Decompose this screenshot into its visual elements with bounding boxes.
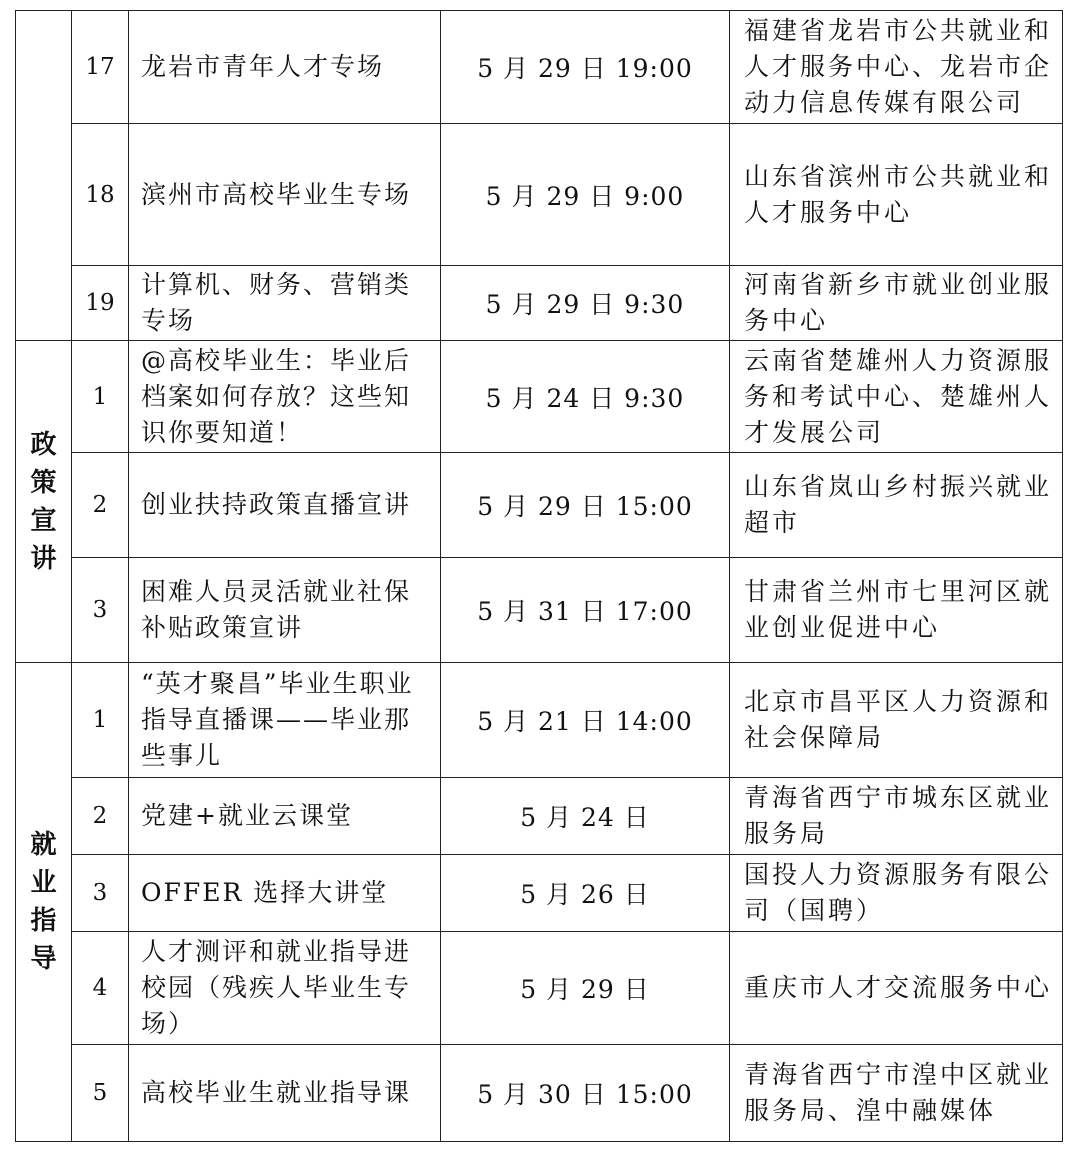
row-number: 5	[72, 1045, 129, 1142]
event-organizer: 重庆市人才交流服务中心	[730, 932, 1063, 1045]
event-name: OFFER 选择大讲堂	[129, 855, 441, 932]
event-name: 人才测评和就业指导进校园（残疾人毕业生专场）	[129, 932, 441, 1045]
event-name: 创业扶持政策直播宣讲	[129, 453, 441, 558]
table-row	[16, 663, 1063, 778]
table-row	[16, 932, 1063, 1045]
row-number: 4	[72, 932, 129, 1045]
event-organizer: 甘肃省兰州市七里河区就业创业促进中心	[730, 558, 1063, 663]
event-name: 龙岩市青年人才专场	[129, 11, 441, 124]
category-label: 政策宣讲	[30, 429, 57, 574]
event-organizer: 青海省西宁市湟中区就业服务局、湟中融媒体	[730, 1045, 1063, 1142]
event-organizer: 北京市昌平区人力资源和社会保障局	[730, 663, 1063, 778]
table-row	[16, 855, 1063, 932]
table-row	[16, 266, 1063, 341]
event-organizer: 河南省新乡市就业创业服务中心	[730, 266, 1063, 341]
row-number: 1	[72, 341, 129, 453]
category-cell-guidance	[16, 663, 72, 1142]
event-organizer: 山东省滨州市公共就业和人才服务中心	[730, 124, 1063, 266]
row-number: 2	[72, 453, 129, 558]
row-number: 3	[72, 558, 129, 663]
event-name: 困难人员灵活就业社保补贴政策宣讲	[129, 558, 441, 663]
event-time: 5 月 30 日 15:00	[441, 1045, 730, 1142]
table-row	[16, 1045, 1063, 1142]
table-row	[16, 11, 1063, 124]
event-name: 滨州市高校毕业生专场	[129, 124, 441, 266]
table-row	[16, 778, 1063, 855]
event-time: 5 月 29 日 15:00	[441, 453, 730, 558]
category-cell-policy	[16, 341, 72, 663]
table-row	[16, 124, 1063, 266]
event-table	[15, 10, 1063, 1142]
event-organizer: 山东省岚山乡村振兴就业超市	[730, 453, 1063, 558]
event-organizer: 青海省西宁市城东区就业服务局	[730, 778, 1063, 855]
event-name: @高校毕业生：毕业后档案如何存放？这些知识你要知道！	[129, 341, 441, 453]
event-time: 5 月 24 日 9:30	[441, 341, 730, 453]
event-name: 计算机、财务、营销类专场	[129, 266, 441, 341]
category-label: 就业指导	[30, 830, 57, 974]
event-time: 5 月 29 日 9:30	[441, 266, 730, 341]
event-time: 5 月 31 日 17:00	[441, 558, 730, 663]
event-time: 5 月 29 日	[441, 932, 730, 1045]
event-time: 5 月 26 日	[441, 855, 730, 932]
event-time: 5 月 21 日 14:00	[441, 663, 730, 778]
table-row	[16, 558, 1063, 663]
event-organizer: 福建省龙岩市公共就业和人才服务中心、龙岩市企动力信息传媒有限公司	[730, 11, 1063, 124]
event-name: 高校毕业生就业指导课	[129, 1045, 441, 1142]
table-row	[16, 341, 1063, 453]
event-name: 党建+就业云课堂	[129, 778, 441, 855]
row-number: 3	[72, 855, 129, 932]
event-time: 5 月 29 日 19:00	[441, 11, 730, 124]
event-time: 5 月 29 日 9:00	[441, 124, 730, 266]
table-row	[16, 453, 1063, 558]
row-number: 2	[72, 778, 129, 855]
event-name: “英才聚昌”毕业生职业指导直播课——毕业那些事儿	[129, 663, 441, 778]
row-number: 17	[72, 11, 129, 124]
event-time: 5 月 24 日	[441, 778, 730, 855]
row-number: 18	[72, 124, 129, 266]
event-organizer: 云南省楚雄州人力资源服务和考试中心、楚雄州人才发展公司	[730, 341, 1063, 453]
event-organizer: 国投人力资源服务有限公司（国聘）	[730, 855, 1063, 932]
category-cell-job-fair	[16, 11, 72, 341]
row-number: 19	[72, 266, 129, 341]
row-number: 1	[72, 663, 129, 778]
